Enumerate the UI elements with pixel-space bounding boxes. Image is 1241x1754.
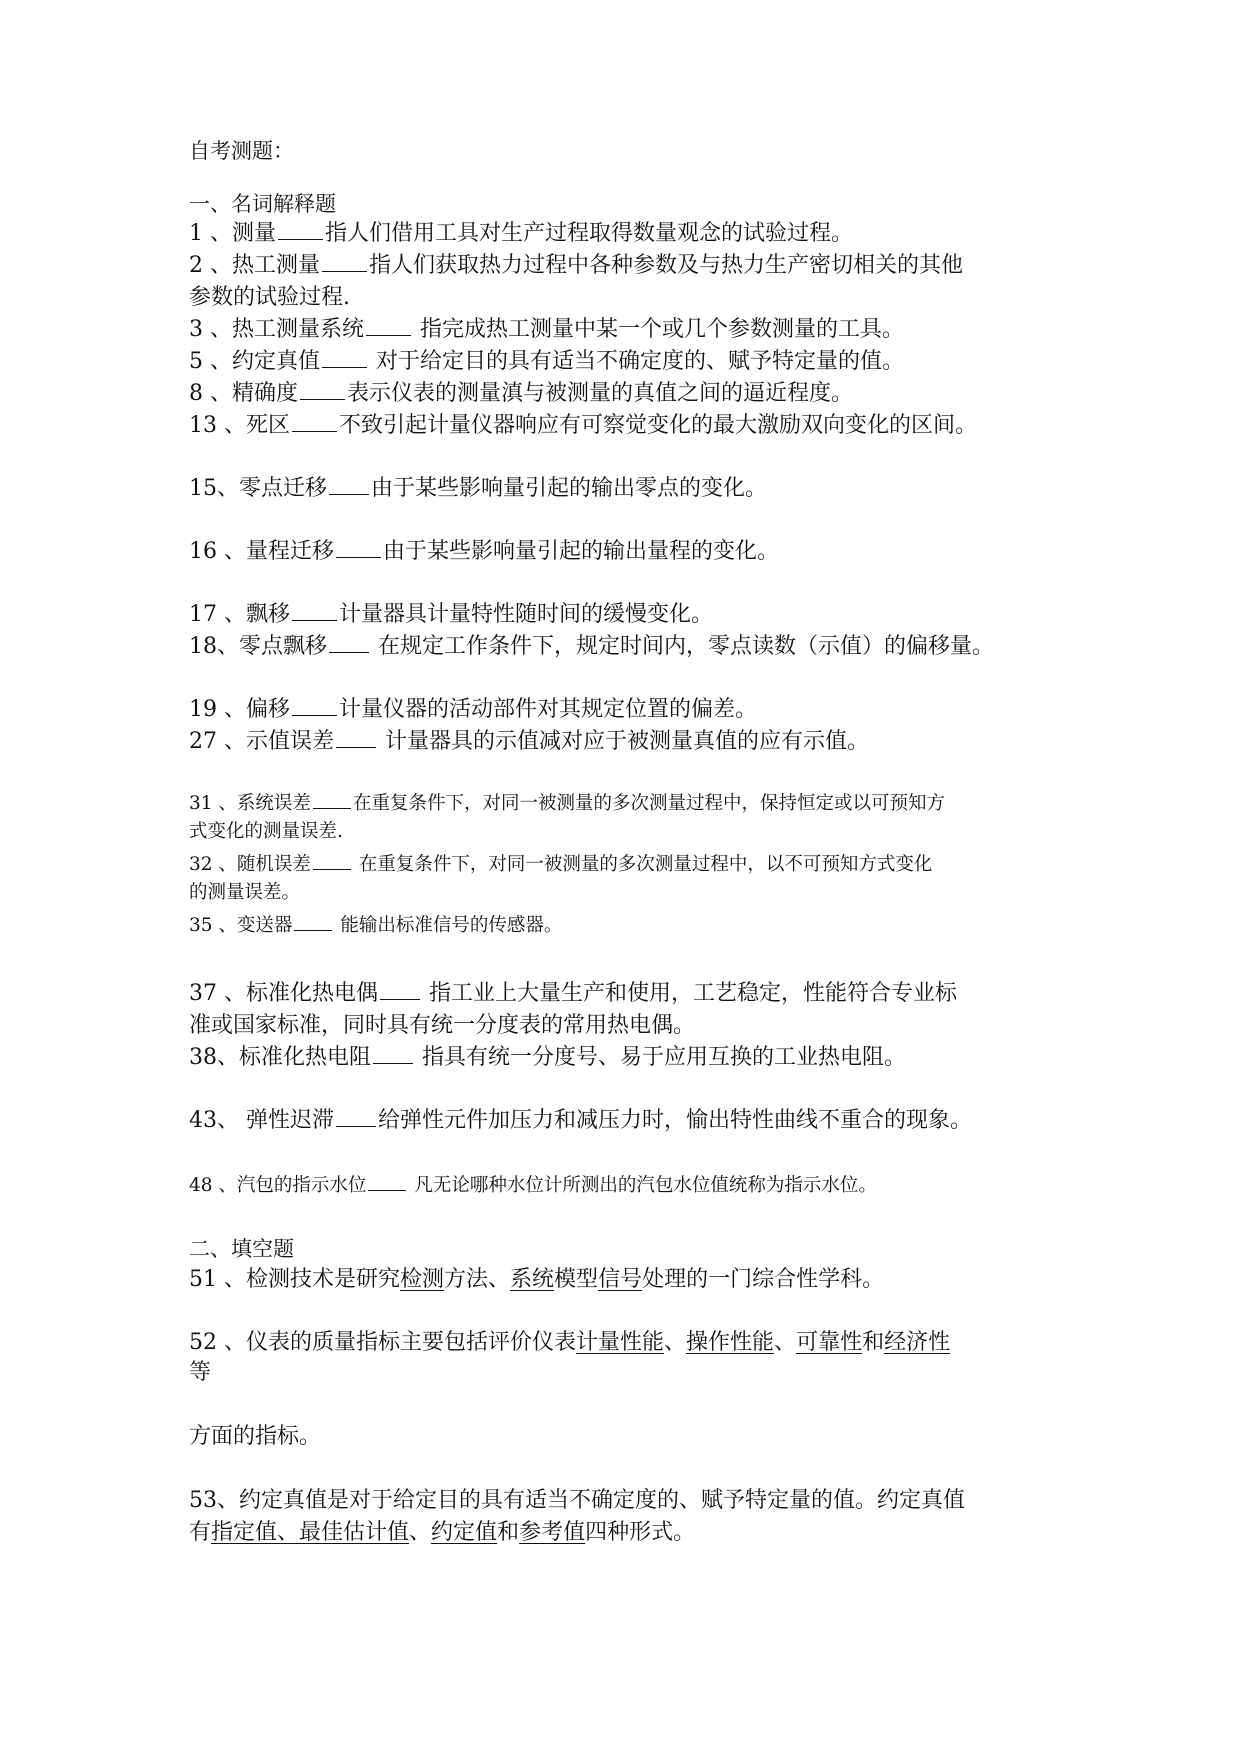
question-text: 四种形式。 <box>585 1520 696 1545</box>
definition-item <box>189 314 904 346</box>
item-definition-continued: 参数的试验过程. <box>189 285 350 310</box>
item-definition: 由于某些影响量引起的输出量程的变化。 <box>383 539 780 564</box>
item-definition: 在规定工作条件下，规定时间内，零点读数（示值）的偏移量。 <box>371 634 995 659</box>
item-term: 变送器 <box>236 915 293 936</box>
answer-text: 计量性能 <box>576 1330 665 1355</box>
answer-text: 可靠性 <box>796 1330 863 1355</box>
definition-item <box>189 473 767 505</box>
definition-item <box>189 631 994 663</box>
answer-blank <box>313 868 351 870</box>
item-number: 43、 <box>189 1108 246 1133</box>
definition-item <box>189 410 977 442</box>
fill-in-question-51 <box>189 1264 884 1296</box>
item-term: 飘移 <box>246 602 291 627</box>
answer-blank <box>329 493 369 495</box>
answer-blank <box>292 714 337 716</box>
section-heading-definitions: 一、名词解释题 <box>189 192 336 216</box>
answer-text: 约定值 <box>431 1520 498 1545</box>
item-number: 31 、 <box>189 793 237 814</box>
answer-text: 信号 <box>598 1267 643 1292</box>
definition-item <box>189 1172 877 1200</box>
definition-item <box>189 726 869 758</box>
item-term: 测量 <box>232 221 277 246</box>
question-text: 52 、仪表的质量指标主要包括评价仪表 <box>189 1330 576 1355</box>
item-term: 偏移 <box>246 697 291 722</box>
answer-blank <box>373 1062 413 1064</box>
answer-blank <box>292 430 337 432</box>
answer-text: 指定值、最佳估计值 <box>211 1520 410 1545</box>
item-term: 标准化热电阻 <box>239 1045 372 1070</box>
item-definition: 表示仪表的测量滇与被测量的真值之间的逼近程度。 <box>347 381 854 406</box>
item-number: 8 、 <box>189 381 232 406</box>
item-term: 系统误差 <box>236 793 311 814</box>
item-term: 热工测量 <box>232 253 321 278</box>
item-number: 1 、 <box>189 221 232 246</box>
question-text: 51 、检测技术是研究 <box>189 1267 400 1292</box>
item-term: 死区 <box>246 413 291 438</box>
answer-blank <box>336 556 381 558</box>
answer-blank <box>336 1125 376 1127</box>
item-definition: 指完成热工测量中某一个或几个参数测量的工具。 <box>413 317 905 342</box>
definition-item <box>189 694 757 726</box>
question-text: 方法、 <box>444 1267 511 1292</box>
answer-text: 系统 <box>510 1267 555 1292</box>
answer-blank <box>322 270 367 272</box>
item-term: 示值误差 <box>246 729 335 754</box>
item-definition: 由于某些影响量引起的输出零点的变化。 <box>371 476 768 501</box>
item-number: 37 、 <box>189 981 246 1006</box>
item-number: 32 、 <box>189 854 237 875</box>
item-definition-continued: 的测量误差。 <box>189 882 301 903</box>
question-text: 、 <box>664 1330 687 1355</box>
item-term: 零点飘移 <box>239 634 328 659</box>
item-number: 19 、 <box>189 697 246 722</box>
item-number: 18、 <box>189 634 239 659</box>
item-definition: 计量器具计量特性随时间的缓慢变化。 <box>339 602 714 627</box>
item-definition-continued: 式变化的测量误差. <box>189 821 343 842</box>
question-text: 处理的一门综合性学科。 <box>642 1267 885 1292</box>
item-number: 17 、 <box>189 602 246 627</box>
item-number: 27 、 <box>189 729 246 754</box>
answer-blank <box>329 651 369 653</box>
item-term: 精确度 <box>232 381 299 406</box>
definition-item <box>189 1042 906 1074</box>
item-number: 15、 <box>189 476 239 501</box>
item-definition: 对于给定目的具有适当不确定度的、赋予特定量的值。 <box>369 349 905 374</box>
definition-item <box>189 346 904 378</box>
answer-text: 检测 <box>400 1267 445 1292</box>
question-text: 有 <box>189 1520 212 1545</box>
fill-in-question-52 <box>189 1327 950 1359</box>
item-definition: 指人们获取热力过程中各种参数及与热力生产密切相关的其他 <box>369 253 964 278</box>
item-definition: 计量器具的示值减对应于被测量真值的应有示值。 <box>378 729 870 754</box>
item-number: 16 、 <box>189 539 246 564</box>
definition-item <box>189 851 932 879</box>
question-text: 、 <box>409 1520 432 1545</box>
answer-blank <box>336 746 376 748</box>
definition-item <box>189 250 963 282</box>
fill-in-question-53-continued <box>189 1517 695 1549</box>
item-number: 35 、 <box>189 915 237 936</box>
item-term: 标准化热电偶 <box>246 981 379 1006</box>
item-term: 汽包的指示水位 <box>236 1175 367 1196</box>
item-definition: 凡无论哪种水位计所测出的汽包水位值统称为指示水位。 <box>408 1175 877 1196</box>
answer-blank <box>380 998 420 1000</box>
item-number: 5 、 <box>189 349 232 374</box>
item-definition: 指工业上大量生产和使用，工艺稳定，性能符合专业标 <box>422 981 958 1006</box>
answer-text: 操作性能 <box>686 1330 775 1355</box>
item-definition: 在重复条件下，对同一被测量的多次测量过程中，以不可预知方式变化 <box>352 854 933 875</box>
item-number: 48 、 <box>189 1175 237 1196</box>
question-text: 和 <box>497 1520 520 1545</box>
item-definition: 不致引起计量仪器响应有可察觉变化的最大激励双向变化的区间。 <box>339 413 978 438</box>
question-text: 模型 <box>554 1267 599 1292</box>
definition-item <box>189 218 853 250</box>
item-number: 13 、 <box>189 413 246 438</box>
question-text-continued: 方面的指标。 <box>189 1424 322 1449</box>
item-number: 3 、 <box>189 317 232 342</box>
answer-blank <box>300 398 345 400</box>
item-term: 量程迁移 <box>246 539 335 564</box>
document-title: 自考测题： <box>189 139 294 163</box>
answer-text: 参考值 <box>519 1520 586 1545</box>
answer-blank <box>294 929 332 931</box>
fill-in-question-53: 53、约定真值是对于给定目的具有适当不确定度的、赋予特定量的值。约定真值 <box>189 1488 965 1513</box>
item-term: 约定真值 <box>232 349 321 374</box>
answer-blank <box>366 334 411 336</box>
answer-blank <box>292 619 337 621</box>
answer-blank <box>322 366 367 368</box>
definition-item <box>189 378 853 410</box>
item-number: 38、 <box>189 1045 239 1070</box>
definition-item <box>189 790 945 818</box>
item-definition: 指人们借用工具对生产过程取得数量观念的试验过程。 <box>325 221 854 246</box>
section-heading-fill-in: 二、填空题 <box>189 1237 294 1261</box>
definition-item <box>189 978 957 1010</box>
answer-blank <box>368 1189 406 1191</box>
definition-item <box>189 912 562 940</box>
answer-blank <box>278 238 323 240</box>
item-number: 2 、 <box>189 253 232 278</box>
item-definition-continued: 准或国家标准，同时具有统一分度表的常用热电偶。 <box>189 1013 696 1038</box>
item-term: 随机误差 <box>236 854 311 875</box>
item-definition: 给弹性元件加压力和减压力时，愉出特性曲线不重合的现象。 <box>378 1108 973 1133</box>
definition-item <box>189 1105 972 1137</box>
item-definition: 计量仪器的活动部件对其规定位置的偏差。 <box>339 697 758 722</box>
item-term: 零点迁移 <box>239 476 328 501</box>
question-text-continued: 等 <box>189 1360 212 1385</box>
item-definition: 在重复条件下，对同一被测量的多次测量过程中，保持恒定或以可预知方 <box>352 793 945 814</box>
question-text: 和 <box>862 1330 885 1355</box>
item-definition: 能输出标准信号的传感器。 <box>334 915 563 936</box>
item-term: 热工测量系统 <box>232 317 365 342</box>
item-definition: 指具有统一分度号、易于应用互换的工业热电阻。 <box>415 1045 907 1070</box>
question-text: 、 <box>774 1330 797 1355</box>
answer-text: 经济性 <box>884 1330 951 1355</box>
definition-item <box>189 536 779 568</box>
definition-item <box>189 599 713 631</box>
item-term: 弹性迟滞 <box>246 1108 335 1133</box>
answer-blank <box>313 807 351 809</box>
